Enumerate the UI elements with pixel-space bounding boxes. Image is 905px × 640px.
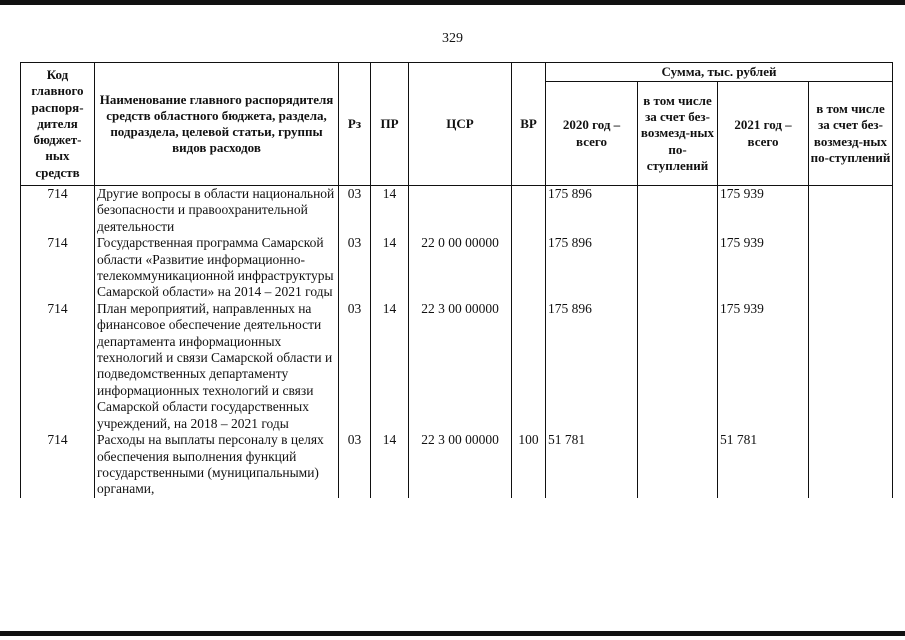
- cell-2020-free: [638, 186, 718, 236]
- cell-pr: 14: [371, 301, 409, 432]
- cell-vr: [512, 301, 546, 432]
- cell-vr: 100: [512, 432, 546, 498]
- cell-name: Другие вопросы в области национальной безопасности и правоохранительной деятельности: [95, 186, 339, 236]
- cell-code: 714: [21, 235, 95, 301]
- cell-2021-total: 175 939: [718, 235, 809, 301]
- cell-csr: [409, 186, 512, 236]
- cell-2021-total: 175 939: [718, 186, 809, 236]
- header-name: Наименование главного распорядителя средств областного бюджета, раздела, подраздела, целевой статьи, группы видов расходов: [95, 63, 339, 186]
- budget-table: [20, 62, 893, 498]
- header-rz: Рз: [339, 63, 371, 186]
- header-2021-total: 2021 год – всего: [718, 82, 809, 186]
- header-csr: ЦСР: [409, 63, 512, 186]
- header-2021-free: в том числе за счет без-возмезд-ных по-ступлений: [809, 82, 893, 186]
- cell-2021-free: [809, 432, 893, 498]
- cell-vr: [512, 186, 546, 236]
- cell-2020-total: 175 896: [546, 235, 638, 301]
- cell-2020-total: 175 896: [546, 186, 638, 236]
- header-sum-group: Сумма, тыс. рублей: [546, 63, 893, 82]
- cell-csr: 22 3 00 00000: [409, 301, 512, 432]
- cell-code: 714: [21, 301, 95, 432]
- cell-csr: 22 0 00 00000: [409, 235, 512, 301]
- cell-rz: 03: [339, 432, 371, 498]
- cell-pr: 14: [371, 186, 409, 236]
- cell-2020-free: [638, 301, 718, 432]
- cell-2020-free: [638, 235, 718, 301]
- cell-rz: 03: [339, 301, 371, 432]
- cell-2021-free: [809, 235, 893, 301]
- table-row: [21, 186, 893, 236]
- table-row: [21, 301, 893, 432]
- header-pr: ПР: [371, 63, 409, 186]
- cell-2021-free: [809, 301, 893, 432]
- cell-code: 714: [21, 432, 95, 498]
- cell-2021-free: [809, 186, 893, 236]
- header-2020-total: 2020 год – всего: [546, 82, 638, 186]
- cell-2020-total: 51 781: [546, 432, 638, 498]
- cell-vr: [512, 235, 546, 301]
- cell-name: Государственная программа Самарской области «Развитие информационно-телекоммуникационной инфраструктуры Самарской области» на 2014 – 2021 годы: [95, 235, 339, 301]
- cell-pr: 14: [371, 235, 409, 301]
- cell-csr: 22 3 00 00000: [409, 432, 512, 498]
- cell-code: 714: [21, 186, 95, 236]
- cell-rz: 03: [339, 186, 371, 236]
- bottom-rule: [0, 631, 905, 636]
- header-2020-free: в том числе за счет без-возмезд-ных по-ступлений: [638, 82, 718, 186]
- cell-2020-free: [638, 432, 718, 498]
- cell-rz: 03: [339, 235, 371, 301]
- cell-pr: 14: [371, 432, 409, 498]
- header-vr: ВР: [512, 63, 546, 186]
- table-row: [21, 432, 893, 498]
- page-number: 329: [442, 31, 463, 46]
- header-code: Код главного распоря-дителя бюджет-ных средств: [21, 63, 95, 186]
- cell-2020-total: 175 896: [546, 301, 638, 432]
- cell-2021-total: 51 781: [718, 432, 809, 498]
- cell-2021-total: 175 939: [718, 301, 809, 432]
- cell-name: Расходы на выплаты персоналу в целях обеспечения выполнения функций государственными (муниципальными) органами,: [95, 432, 339, 498]
- table-row: [21, 235, 893, 301]
- top-rule: [0, 0, 905, 5]
- cell-name: План мероприятий, направленных на финансовое обеспечение деятельности департамента информационных технологий и связи Самарской области и подведомственных департаменту информационных технологий и связи Самарской области государственных учреждений, на 2018 – 2021 годы: [95, 301, 339, 432]
